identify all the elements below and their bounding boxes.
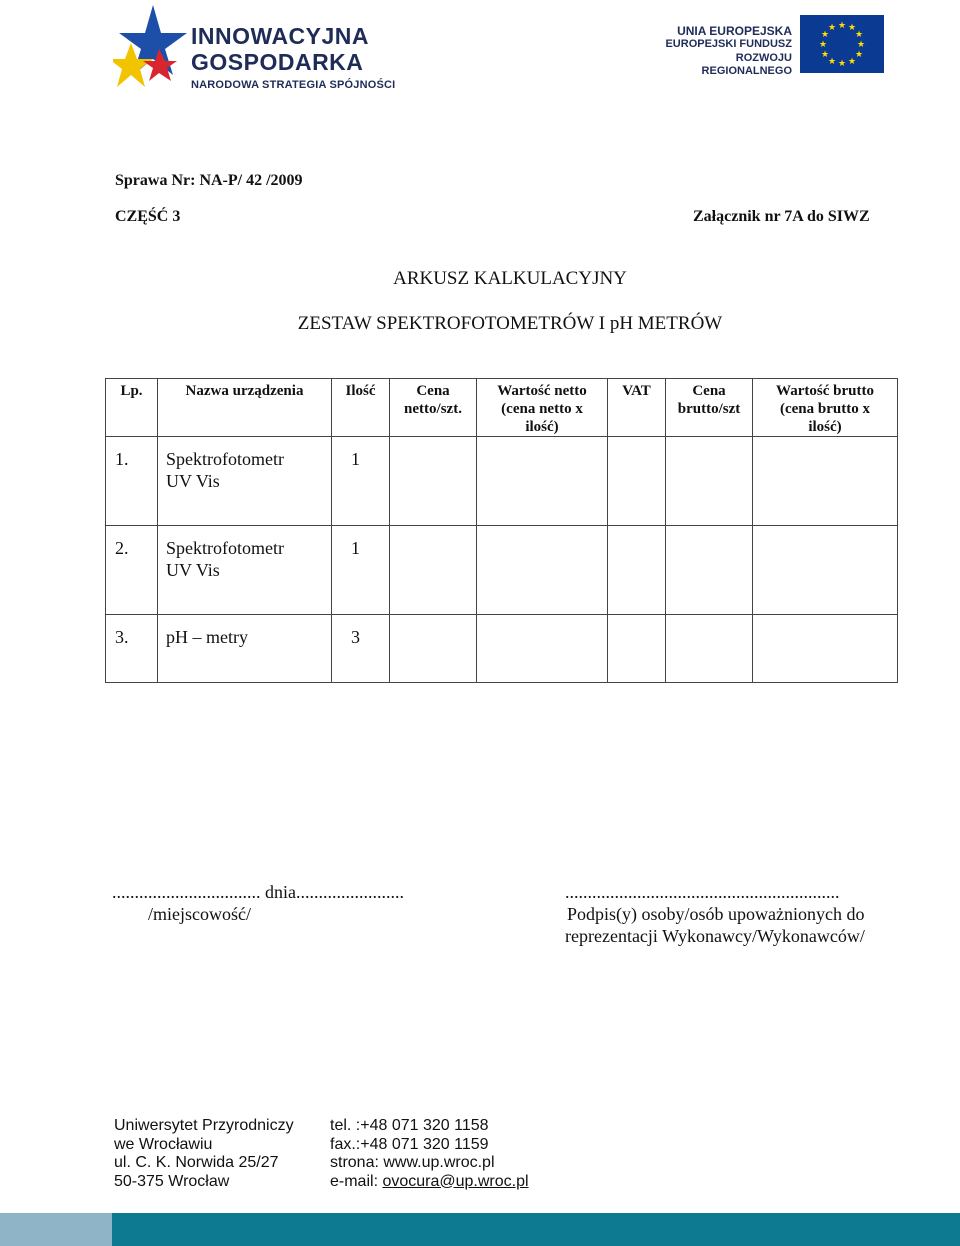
footer-email-label: e-mail:: [330, 1172, 383, 1190]
header-gross-price-l2: brutto/szt: [677, 401, 741, 417]
row-qty: 1: [332, 437, 390, 526]
star-emblem-icon: [113, 3, 191, 93]
eu-logo-line-1: UNIA EUROPEJSKA: [677, 24, 792, 38]
signature-label-2: reprezentacji Wykonawcy/Wykonawców/: [565, 926, 865, 946]
eu-stars-icon: [800, 15, 884, 73]
logo-wordmark: [191, 25, 395, 91]
row-name-l1: Spektrofotometr: [166, 538, 284, 558]
header-gross-value-l2: (cena brutto x: [780, 401, 870, 417]
row-name-l2: UV Vis: [166, 560, 220, 580]
innowacyjna-gospodarka-logo: [113, 3, 398, 93]
footer-tel: tel. :+48 071 320 1158: [330, 1117, 489, 1134]
footer-bar-dark: [112, 1213, 960, 1246]
place-date-line: ................................. dnia........................: [112, 882, 404, 902]
header-gross-value-l3: ilość): [808, 419, 842, 435]
footer-address-line: 50-375 Wrocław: [114, 1172, 230, 1190]
eu-logo-line-3: ROZWOJU REGIONALNEGO: [701, 51, 792, 77]
row-name-l1: Spektrofotometr: [166, 449, 284, 469]
header-net-value-l3: ilość): [525, 419, 559, 435]
case-number: Sprawa Nr: NA-P/ 42 /2009: [115, 172, 303, 189]
row-vat-cell[interactable]: [608, 615, 666, 683]
row-net-price-cell[interactable]: [390, 615, 477, 683]
svg-text:★: ★: [827, 57, 837, 67]
row-name: pH – metry: [158, 615, 332, 683]
footer-web: strona: www.up.wroc.pl: [330, 1154, 495, 1171]
svg-text:★: ★: [847, 57, 857, 67]
row-gross-price-cell[interactable]: [666, 526, 753, 615]
footer-address-line: ul. C. K. Norwida 25/27: [114, 1154, 279, 1171]
footer-contact: [330, 1117, 529, 1191]
row-qty: 3: [332, 615, 390, 683]
header-net-value-l2: (cena netto x: [501, 401, 583, 417]
row-net-price-cell[interactable]: [390, 526, 477, 615]
footer-fax: fax.:+48 071 320 1159: [330, 1135, 489, 1153]
logo-line-3: NARODOWA STRATEGIA SPÓJNOŚCI: [191, 79, 396, 91]
eu-logo-line-2: EUROPEJSKI FUNDUSZ: [665, 38, 792, 51]
eu-flag-icon: [800, 15, 884, 73]
logo-line-1: INNOWACYJNA: [191, 23, 370, 49]
row-name: [158, 526, 332, 615]
eu-logo-text: [645, 24, 792, 78]
header-gross-value: [753, 379, 898, 437]
page-subtitle: ZESTAW SPEKTROFOTOMETRÓW I pH METRÓW: [297, 313, 723, 334]
header-name: [158, 379, 332, 437]
header-lp-label: Lp.: [120, 383, 143, 399]
row-net-value-cell[interactable]: [477, 615, 608, 683]
annex-label: Załącznik nr 7A do SIWZ: [693, 208, 870, 225]
row-gross-value-cell[interactable]: [753, 437, 898, 526]
svg-text:★: ★: [856, 40, 866, 50]
footer-address-line: we Wrocławiu: [114, 1135, 213, 1153]
row-net-value-cell[interactable]: [477, 437, 608, 526]
signature-line: .............................................................: [565, 882, 840, 902]
footer-email-link[interactable]: ovocura@up.wroc.pl: [382, 1172, 529, 1190]
row-net-value-cell[interactable]: [477, 526, 608, 615]
svg-text:★: ★: [847, 23, 857, 33]
header-net-value-l1: Wartość netto: [497, 383, 587, 399]
svg-text:★: ★: [854, 50, 864, 60]
row-vat-cell[interactable]: [608, 437, 666, 526]
header-net-price-l1: Cena: [416, 383, 450, 399]
header-lp: [106, 379, 158, 437]
row-gross-value-cell[interactable]: [753, 526, 898, 615]
calculation-table: [105, 378, 898, 683]
footer-address-line: Uniwersytet Przyrodniczy: [114, 1117, 294, 1134]
row-lp: 3.: [106, 615, 158, 683]
svg-text:★: ★: [820, 30, 830, 40]
header-net-price: [390, 379, 477, 437]
svg-text:★: ★: [818, 40, 828, 50]
header-qty: [332, 379, 390, 437]
svg-text:★: ★: [854, 30, 864, 40]
table-header-row: [106, 379, 898, 437]
footer-bar-light: [0, 1213, 112, 1246]
svg-text:★: ★: [837, 21, 847, 31]
header-gross-price: [666, 379, 753, 437]
footer-email-row: [330, 1173, 529, 1192]
row-lp: 2.: [106, 526, 158, 615]
place-label: /miejscowość/: [148, 904, 251, 924]
part-number: CZĘŚĆ 3: [115, 208, 181, 225]
table-row: [106, 615, 898, 683]
footer-address: [114, 1117, 294, 1191]
row-gross-price-cell[interactable]: [666, 615, 753, 683]
header-gross-price-l1: Cena: [692, 383, 726, 399]
svg-text:★: ★: [820, 50, 830, 60]
header-name-label: Nazwa urządzenia: [185, 383, 304, 399]
table-row: [106, 437, 898, 526]
svg-text:★: ★: [837, 59, 847, 69]
row-gross-value-cell[interactable]: [753, 615, 898, 683]
logo-line-2: GOSPODARKA: [191, 49, 364, 75]
signature-label-1: Podpis(y) osoby/osób upoważnionych do: [567, 904, 865, 924]
header-qty-label: Ilość: [345, 383, 376, 399]
header-gross-value-l1: Wartość brutto: [776, 383, 874, 399]
table-row: [106, 526, 898, 615]
eu-fund-logo: [645, 14, 890, 76]
header-net-value: [477, 379, 608, 437]
header-net-price-l2: netto/szt.: [404, 401, 462, 417]
row-gross-price-cell[interactable]: [666, 437, 753, 526]
row-qty: 1: [332, 526, 390, 615]
row-vat-cell[interactable]: [608, 526, 666, 615]
row-lp: 1.: [106, 437, 158, 526]
header-vat: [608, 379, 666, 437]
svg-text:★: ★: [827, 23, 837, 33]
row-net-price-cell[interactable]: [390, 437, 477, 526]
row-name: [158, 437, 332, 526]
row-name-l2: UV Vis: [166, 471, 220, 491]
header-vat-label: VAT: [622, 383, 651, 399]
page-title: ARKUSZ KALKULACYJNY: [393, 268, 627, 289]
